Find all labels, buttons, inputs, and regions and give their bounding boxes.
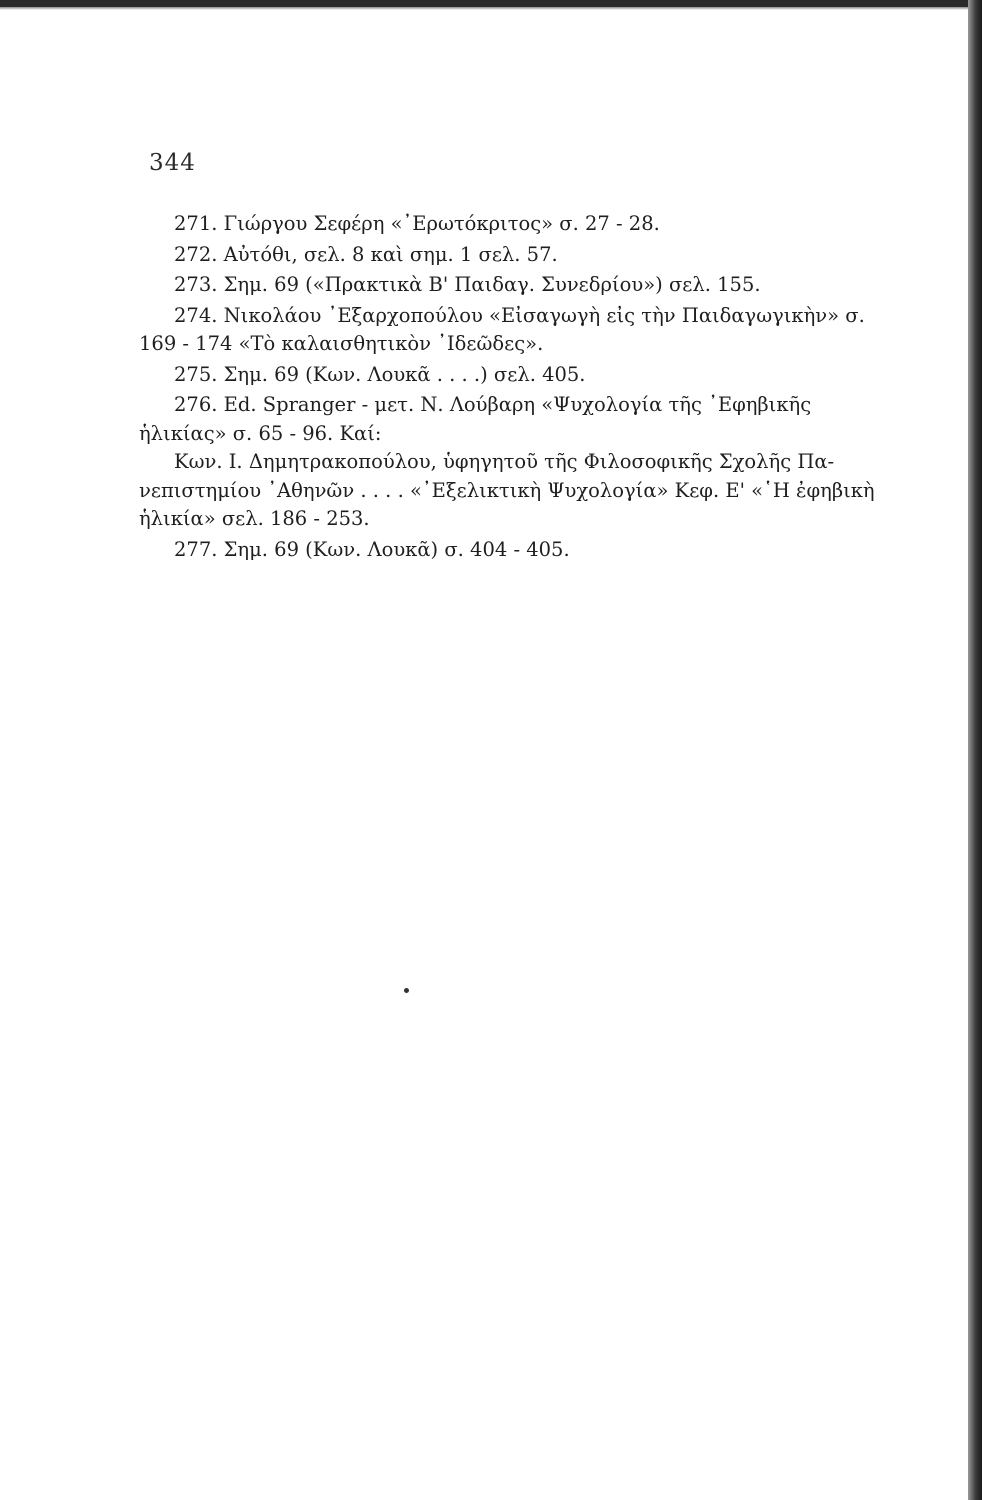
note-276: [139, 391, 919, 448]
note-271: [139, 210, 919, 239]
note-274: [139, 302, 919, 359]
scan-right-edge: [968, 0, 982, 1500]
note-273: [139, 271, 919, 300]
note-277: [139, 536, 919, 565]
note-line: 277. Σημ. 69 (Κων. Λουκᾶ) σ. 404 - 405.: [174, 537, 570, 561]
note-line: 276. Ed. Spranger - μετ. Ν. Λούβαρη «Ψυχολογία τῆς ᾿Εφηβικῆς: [174, 393, 812, 416]
note-line: ἡλικίας» σ. 65 - 96. Καί:: [139, 421, 382, 445]
note-275: [139, 361, 919, 390]
note-line: 273. Σημ. 69 («Πρακτικὰ Β' Παιδαγ. Συνεδρίου») σελ. 155.: [174, 273, 761, 296]
note-line: νεπιστημίου ᾿Αθηνῶν . . . . «᾿Εξελικτικὴ Ψυχολογία» Κεφ. Ε' «῾Η ἐφηβικὴ: [139, 478, 875, 502]
note-line: 274. Νικολάου ᾿Εξαρχοπούλου «Εἰσαγωγὴ εἰς τὴν Παιδαγωγικὴν» σ.: [174, 303, 865, 327]
note-line: Κων. Ι. Δημητρακοπούλου, ὑφηγητοῦ τῆς Φιλοσοφικῆς Σχολῆς Πα-: [174, 450, 835, 473]
note-line: 271. Γιώργου Σεφέρη «᾿Ερωτόκριτος» σ. 27 - 28.: [174, 212, 660, 235]
scan-top-edge: [0, 0, 982, 7]
note-line: 275. Σημ. 69 (Κων. Λουκᾶ . . . .) σελ. 405.: [174, 362, 586, 386]
note-line: 272. Αὐτόθι, σελ. 8 καὶ σημ. 1 σελ. 57.: [174, 242, 558, 266]
note-272: [139, 241, 919, 270]
note-line: 169 - 174 «Τὸ καλαισθητικὸν ᾿Ιδεῶδες».: [139, 332, 544, 355]
note-276-continued: [139, 448, 919, 534]
page-number: 344: [149, 150, 196, 176]
note-line: ἡλικία» σελ. 186 - 253.: [139, 507, 370, 530]
endnotes-list: [139, 210, 919, 564]
ink-speck: [404, 988, 409, 993]
